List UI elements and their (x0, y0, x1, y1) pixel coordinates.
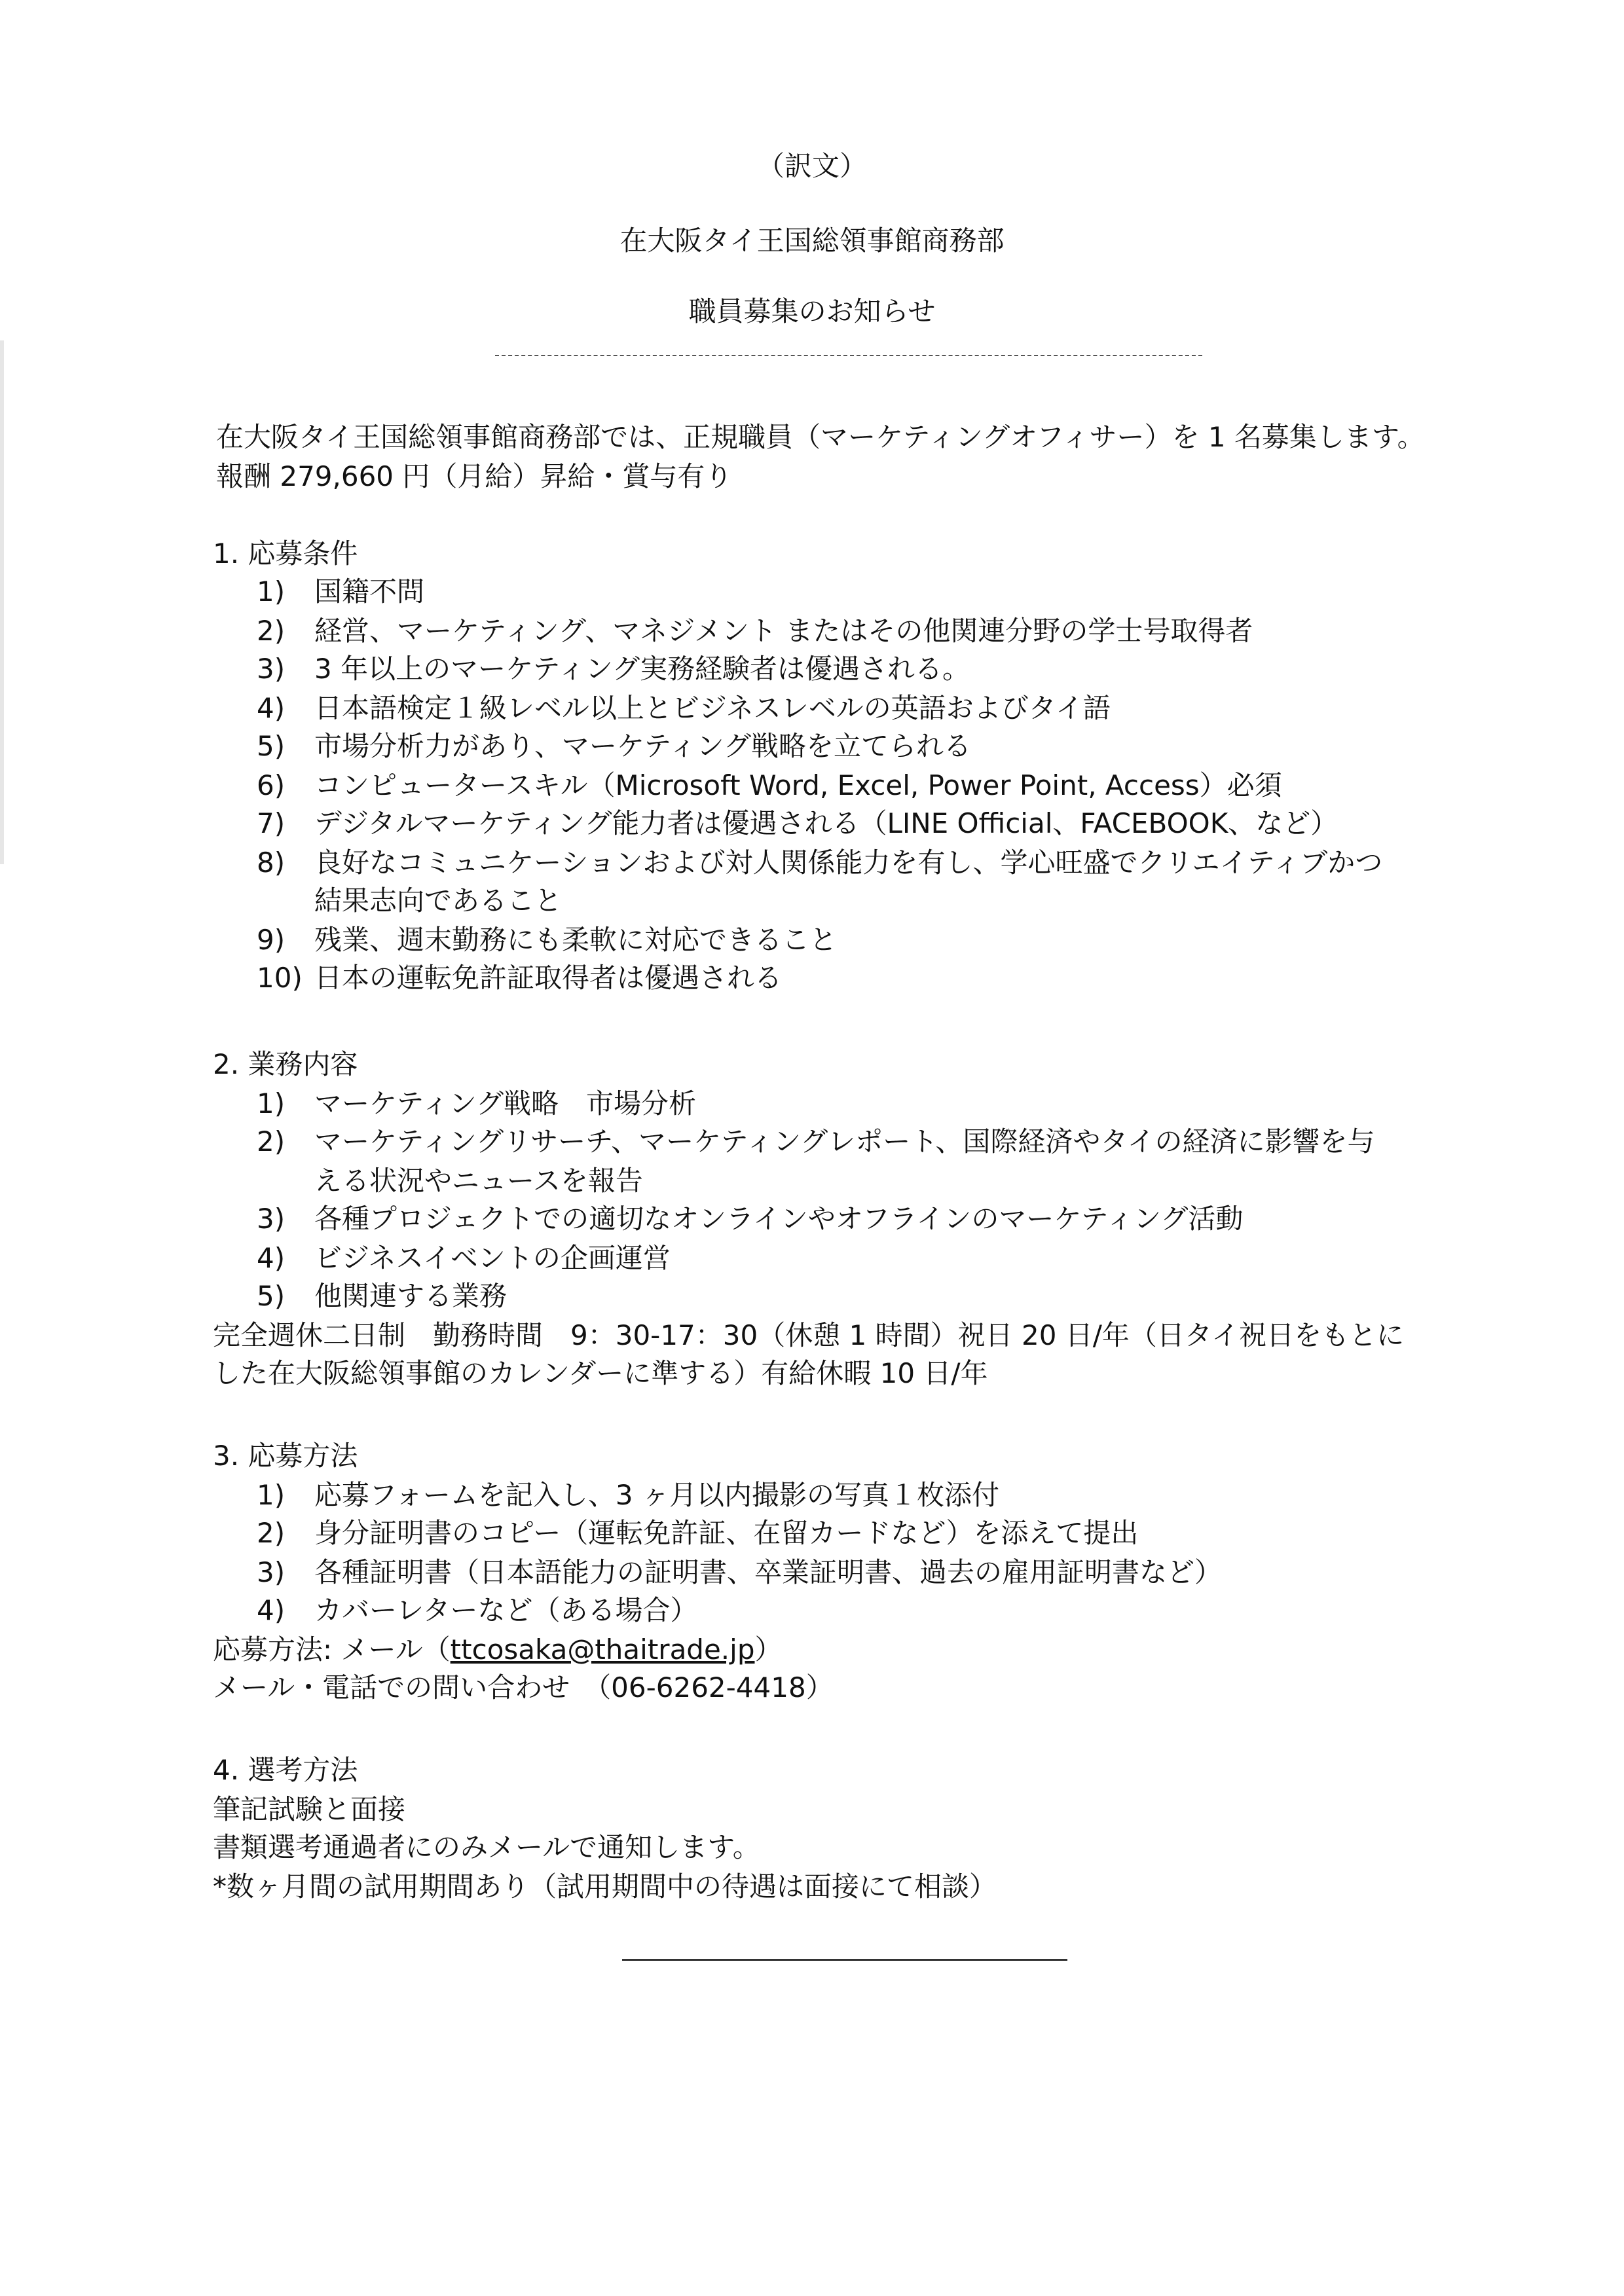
footer-divider (622, 1959, 1067, 1961)
list-item-continuation: える状況やニュースを報告 (314, 1165, 643, 1197)
section-3-heading: 3. 応募方法 (213, 1440, 358, 1472)
scan-edge-shadow (0, 340, 4, 864)
work-hours-line-1: 完全週休二日制 勤務時間 9：30-17：30（休憩 1 時間）祝日 20 日/年（日タイ祝日をもとに (213, 1319, 1405, 1351)
list-item: 8) 良好なコミュニケーションおよび対人関係能力を有し、学心旺盛でクリエイティブかつ (257, 847, 1383, 879)
list-item: 3) 各種プロジェクトでの適切なオンラインやオフラインのマーケティング活動 (257, 1203, 1244, 1235)
page-title: 職員募集のお知らせ (688, 295, 936, 327)
list-item: 5) 他関連する業務 (257, 1280, 507, 1312)
list-item: 1) マーケティング戦略 市場分析 (257, 1087, 696, 1120)
section-1-heading: 1. 応募条件 (213, 538, 358, 570)
list-item: 4) カバーレターなど（ある場合） (257, 1594, 698, 1626)
work-hours-line-2: した在大阪総領事館のカレンダーに準する）有給休暇 10 日/年 (213, 1357, 988, 1389)
contact-info: メール・電話での問い合わせ （06-6262-4418） (213, 1671, 834, 1704)
section-2-heading: 2. 業務内容 (213, 1048, 358, 1080)
application-method: 応募方法: メール（ttcosaka@thaitrade.jp） (213, 1633, 783, 1666)
list-item: 3) 3 年以上のマーケティング実務経験者は優遇される。 (257, 653, 970, 685)
list-item: 2) 身分証明書のコピー（運転免許証、在留カードなど）を添えて提出 (257, 1517, 1139, 1549)
email-link[interactable]: ttcosaka@thaitrade.jp (450, 1633, 755, 1666)
intro-line-2: 報酬 279,660 円（月給）昇給・賞与有り (216, 460, 733, 492)
list-item: 7) デジタルマーケティング能力者は優遇される（LINE Official、FACEBOOK、など） (257, 807, 1338, 839)
section-4-heading: 4. 選考方法 (213, 1754, 358, 1786)
header-divider (495, 355, 1202, 356)
list-item: 1) 国籍不問 (257, 575, 425, 608)
selection-line-2: 書類選考通過者にのみメールで通知します。 (213, 1831, 760, 1863)
organization-name: 在大阪タイ王国総領事館商務部 (619, 225, 1005, 257)
list-item-continuation: 結果志向であること (314, 884, 563, 917)
list-item: 1) 応募フォームを記入し、3 ヶ月以内撮影の写真１枚添付 (257, 1479, 999, 1511)
list-item: 4) 日本語検定１級レベル以上とビジネスレベルの英語およびタイ語 (257, 692, 1111, 724)
list-item: 6) コンピュータースキル（Microsoft Word, Excel, Power Point, Access）必須 (257, 769, 1282, 801)
list-item: 10) 日本の運転免許証取得者は優遇される (257, 962, 783, 994)
list-item: 2) マーケティングリサーチ、マーケティングレポート、国際経済やタイの経済に影響を与 (257, 1125, 1375, 1157)
selection-line-3: *数ヶ月間の試用期間あり（試用期間中の待遇は面接にて相談） (213, 1870, 997, 1903)
list-item: 4) ビジネスイベントの企画運営 (257, 1242, 671, 1274)
list-item: 9) 残業、週末勤務にも柔軟に対応できること (257, 924, 838, 956)
selection-line-1: 筆記試験と面接 (213, 1793, 406, 1825)
intro-line-1: 在大阪タイ王国総領事館商務部では、正規職員（マーケティングオフィサー）を 1 名募集します。 (216, 421, 1425, 453)
translation-note: （訳文） (756, 150, 867, 182)
list-item: 5) 市場分析力があり、マーケティング戦略を立てられる (257, 730, 971, 762)
list-item: 2) 経営、マーケティング、マネジメント またはその他関連分野の学士号取得者 (257, 615, 1253, 647)
list-item: 3) 各種証明書（日本語能力の証明書、卒業証明書、過去の雇用証明書など） (257, 1556, 1223, 1588)
